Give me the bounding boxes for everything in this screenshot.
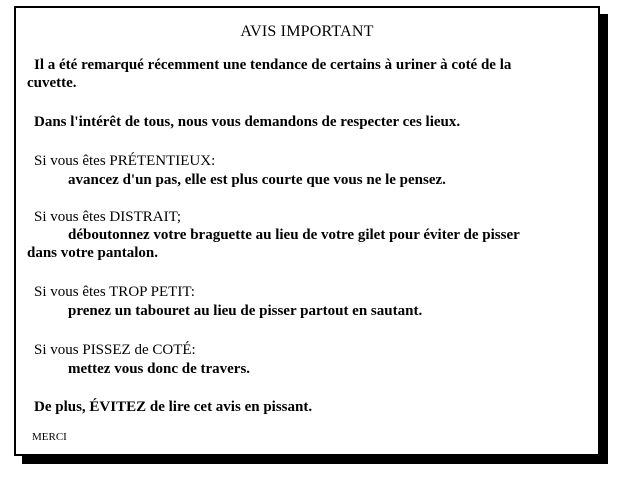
- notice-panel: [14, 6, 600, 456]
- closing-text: De plus, ÉVITEZ de lire cet avis en pissant.: [34, 399, 313, 415]
- respect-text: Dans l'intérêt de tous, nous vous demandons de respecter ces lieux.: [34, 114, 461, 130]
- intro-text-line2: cuvette.: [27, 75, 77, 91]
- notice-title: AVIS IMPORTANT: [240, 23, 374, 40]
- distrait-advice-line1: déboutonnez votre braguette au lieu de votre gilet pour éviter de pisser: [68, 227, 520, 243]
- distrait-advice-line2: dans votre pantalon.: [27, 245, 159, 261]
- cote-advice: mettez vous donc de travers.: [68, 361, 251, 377]
- signoff-text: MERCI: [32, 431, 67, 443]
- pretentieux-heading: Si vous êtes PRÉTENTIEUX:: [34, 153, 216, 169]
- intro-text-line1: Il a été remarqué récemment une tendance de certains à uriner à coté de la: [34, 57, 512, 73]
- distrait-heading: Si vous êtes DISTRAIT;: [34, 209, 182, 225]
- cote-heading: Si vous PISSEZ de COTÉ:: [34, 342, 196, 358]
- petit-advice: prenez un tabouret au lieu de pisser partout en sautant.: [68, 303, 423, 319]
- pretentieux-advice: avancez d'un pas, elle est plus courte que vous ne le pensez.: [68, 172, 446, 188]
- petit-heading: Si vous êtes TROP PETIT:: [34, 284, 195, 300]
